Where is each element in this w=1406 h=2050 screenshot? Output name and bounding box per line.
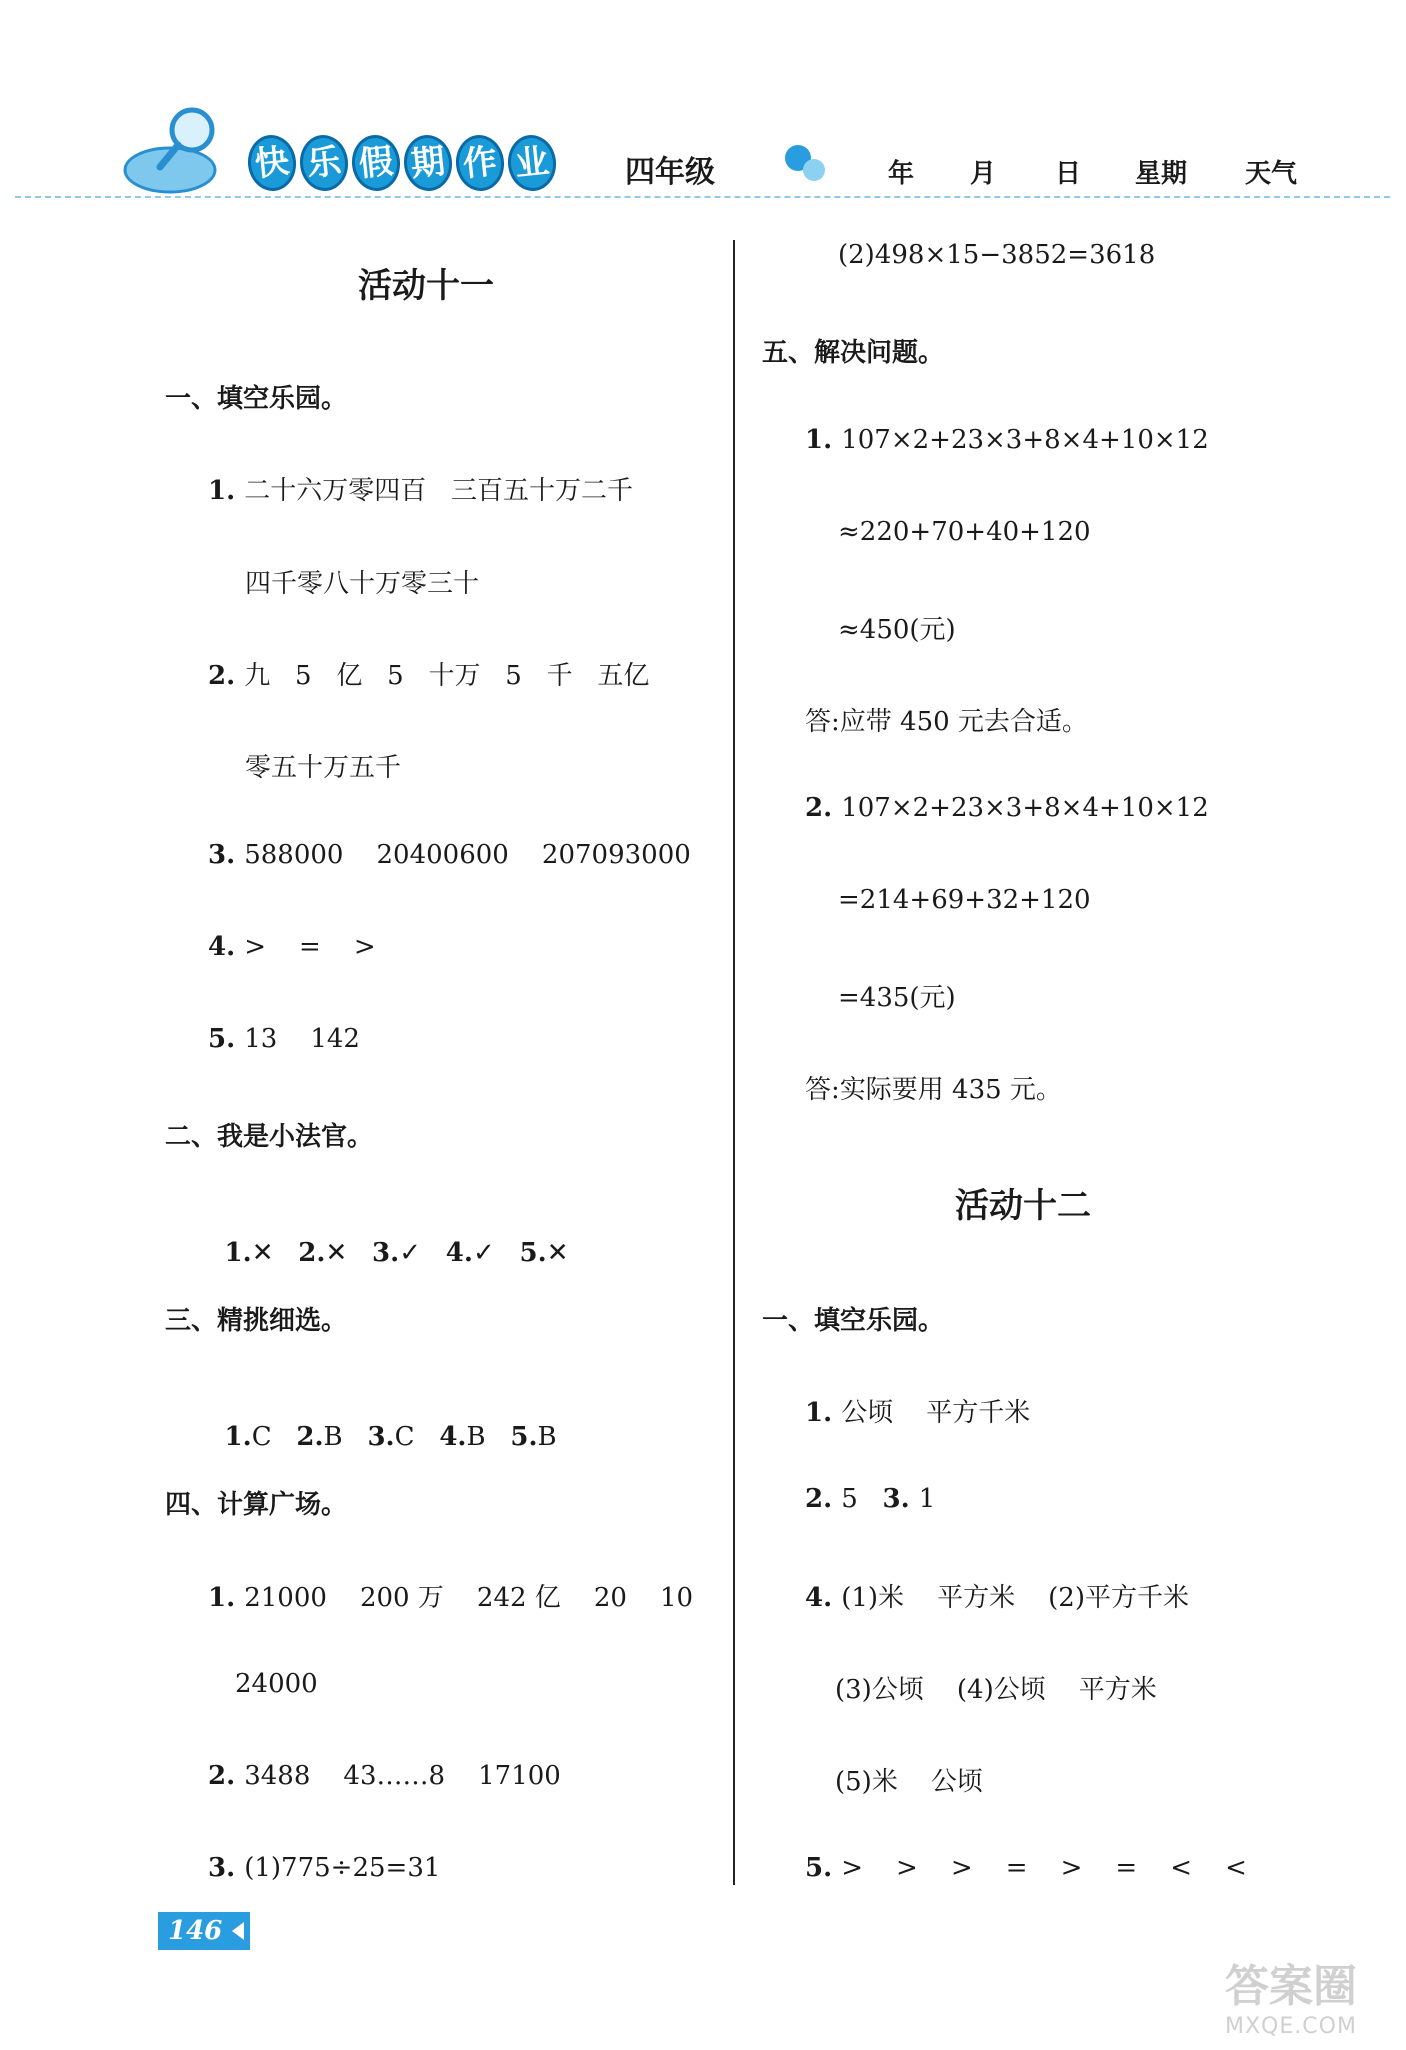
answer-line: 2. 5 3. 1: [805, 1484, 936, 1514]
section-fill-blanks: 一、填空乐园。: [165, 384, 348, 414]
answer-line: ≈450(元): [838, 615, 956, 645]
answer-line: 5. > > > = > = < <: [805, 1853, 1247, 1883]
holiday-homework-banner: [248, 135, 556, 191]
answer-line: 1. 公顷 平方千米: [805, 1398, 1031, 1428]
header-divider: [15, 196, 1390, 198]
answer-line: =435(元): [838, 983, 956, 1013]
answer-line: 答:实际要用 435 元。: [805, 1075, 1062, 1105]
answer-line: 4. > = >: [208, 932, 376, 962]
banner-char: 假: [349, 133, 403, 194]
choice-answers: 1.C 2.B 3.C 4.B 5.B: [224, 1422, 557, 1452]
answer-line: 1. 21000 200 万 242 亿 20 10: [208, 1583, 694, 1613]
month-label: 月: [970, 159, 997, 189]
section-calculation: 四、计算广场。: [165, 1490, 348, 1520]
answer-line: 2. 107×2+23×3+8×4+10×12: [805, 793, 1209, 823]
answer-line: 3. (1)775÷25=31: [208, 1853, 441, 1883]
page-arrow-icon: [232, 1922, 244, 1940]
answer-line: ≈220+70+40+120: [838, 517, 1091, 547]
grade-label: 四年级: [625, 155, 715, 190]
balloons-icon: [780, 140, 830, 190]
section-choice: 三、精挑细选。: [165, 1306, 348, 1336]
answer-line: 24000: [235, 1669, 318, 1699]
section-judge: 二、我是小法官。: [165, 1122, 374, 1152]
answer-line: 5. 13 142: [208, 1024, 360, 1054]
banner-char: 业: [505, 133, 559, 194]
answer-line: 1. 107×2+23×3+8×4+10×12: [805, 425, 1209, 455]
judge-answers: 1.✕ 2.✕ 3.✓ 4.✓ 5.✕: [224, 1238, 569, 1268]
answer-line: 3. 588000 20400600 207093000: [208, 840, 691, 870]
year-label: 年: [888, 159, 915, 189]
answer-line: 2. 九 5 亿 5 十万 5 千 五亿: [208, 661, 650, 691]
day-label: 日: [1055, 159, 1082, 189]
answer-line: 4. (1)米 平方米 (2)平方千米: [805, 1583, 1189, 1613]
answer-line: 四千零八十万零三十: [245, 569, 480, 599]
activity-12-title: 活动十二: [955, 1186, 1091, 1226]
answer-line: (5)米 公顷: [835, 1767, 983, 1797]
section-fill-blanks: 一、填空乐园。: [762, 1306, 945, 1336]
activity-11-title: 活动十一: [358, 266, 494, 306]
page-number: 146: [158, 1912, 250, 1950]
page-header: [0, 95, 1406, 205]
weekday-label: 星期: [1135, 159, 1188, 189]
answer-line: 答:应带 450 元去合适。: [805, 707, 1088, 737]
banner-char: 快: [245, 133, 299, 194]
magnifier-logo-icon: [120, 95, 240, 205]
answer-line: 1. 二十六万零四百 三百五十万二千: [208, 476, 633, 506]
answer-line: (2)498×15−3852=3618: [838, 240, 1156, 270]
banner-char: 乐: [297, 133, 351, 194]
answer-line: (3)公顷 (4)公顷 平方米: [835, 1675, 1157, 1705]
banner-char: 作: [453, 133, 507, 194]
answer-line: 零五十万五千: [245, 753, 402, 783]
answer-line: =214+69+32+120: [838, 885, 1091, 915]
watermark: 答案圈 MXQE.COM: [1225, 1961, 1357, 2039]
column-divider: [733, 240, 735, 1885]
weather-label: 天气: [1245, 159, 1298, 189]
section-problem-solving: 五、解决问题。: [762, 338, 945, 368]
banner-char: 期: [401, 133, 455, 194]
answer-line: 2. 3488 43……8 17100: [208, 1761, 561, 1791]
